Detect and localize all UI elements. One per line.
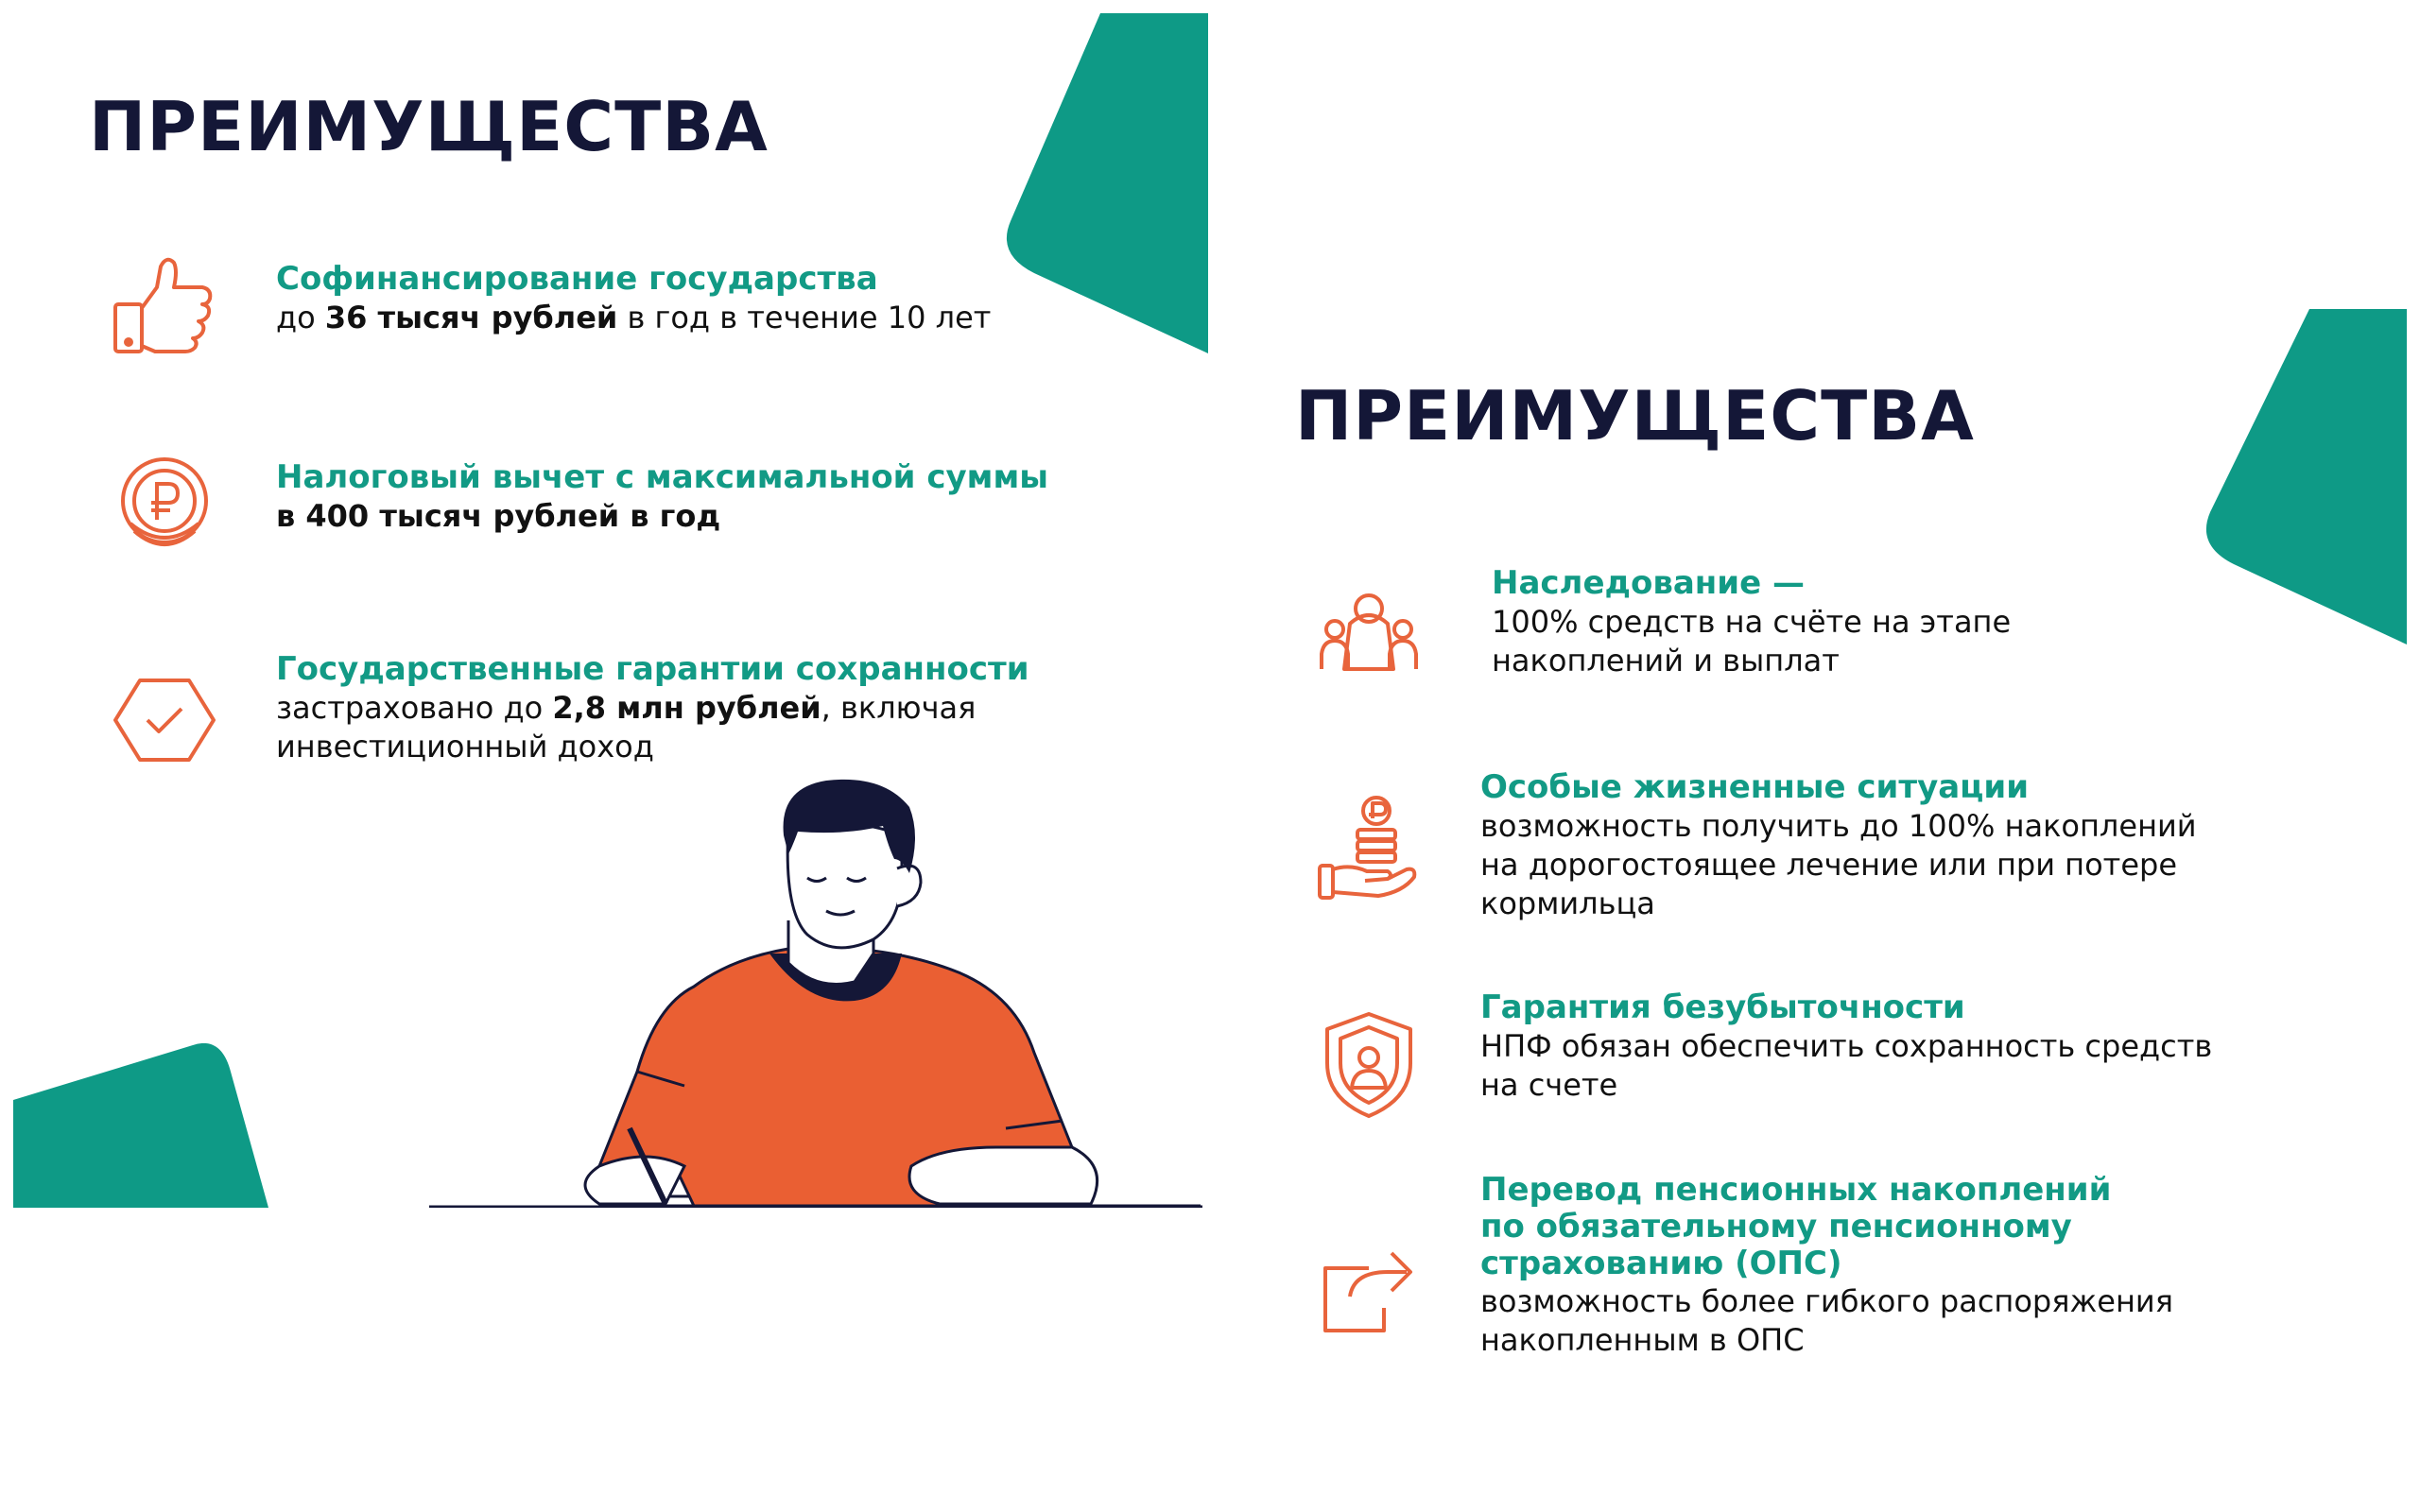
benefit-title: Налоговый вычет с максимальной суммы (276, 458, 1048, 496)
shield-check-icon (108, 665, 221, 779)
benefit-cofinancing (276, 259, 991, 337)
slide-right (1218, 295, 2407, 1484)
thumbs-up-icon (108, 249, 221, 363)
benefit-title-line: страхованию (ОПС) (1480, 1245, 1842, 1282)
slide-left (13, 13, 1208, 1208)
ruble-coin-icon (108, 448, 221, 561)
benefit-text-line: возможность более гибкого распоряжения (1480, 1283, 2173, 1319)
shield-person-icon (1312, 1008, 1426, 1122)
teal-corner-shape-top-right (2205, 309, 2407, 644)
benefit-text-line: на дорогостоящее лечение или при потере (1480, 847, 2177, 883)
benefit-text-line: на счете (1480, 1067, 1618, 1103)
teal-corner-shape-top-right (1006, 13, 1208, 353)
benefit-title: Наследование — (1492, 564, 1806, 602)
benefit-text: застраховано до 2,8 млн рублей, включая (276, 690, 977, 726)
benefit-text-line: накопленным в ОПС (1480, 1322, 1805, 1358)
benefit-text-line: кормильца (1480, 885, 1655, 921)
benefit-text-line: накоплений и выплат (1492, 643, 1840, 679)
family-icon (1312, 578, 1426, 692)
benefit-special-situations (1480, 767, 2197, 923)
benefit-title: Гарантия безубыточности (1480, 988, 1965, 1026)
benefit-title-line: по обязательному пенсионному (1480, 1208, 2072, 1246)
benefit-text-line: 100% средств на счёте на этапе (1492, 604, 2012, 640)
benefit-text-line2: инвестиционный доход (276, 729, 654, 765)
man-writing-illustration (410, 769, 1208, 1208)
teal-corner-shape-bottom-left (13, 1043, 268, 1208)
transfer-arrow-icon (1312, 1230, 1426, 1344)
benefit-text-line: возможность получить до 100% накоплений (1480, 808, 2197, 844)
hand-coins-icon (1312, 794, 1426, 907)
benefit-tax-deduction (276, 457, 1048, 536)
benefit-title: Государственные гарантии сохранности (276, 650, 1029, 688)
benefit-text: в 400 тысяч рублей в год (276, 498, 721, 534)
benefit-text-line: НПФ обязан обеспечить сохранность средств (1480, 1028, 2213, 1064)
benefit-title: Особые жизненные ситуации (1480, 768, 2030, 806)
benefit-no-loss-guarantee (1480, 988, 2212, 1105)
benefit-title: Софинансирование государства (276, 260, 878, 298)
benefit-title-line: Перевод пенсионных накоплений (1480, 1171, 2112, 1209)
benefit-inheritance (1492, 563, 2011, 680)
page-title: ПРЕИМУЩЕСТВА (89, 87, 769, 166)
benefit-state-guarantee (276, 649, 1029, 766)
benefit-ops-transfer (1480, 1172, 2173, 1360)
page-title: ПРЕИМУЩЕСТВА (1295, 376, 1975, 455)
benefit-text: до 36 тысяч рублей в год в течение 10 лет (276, 300, 992, 335)
